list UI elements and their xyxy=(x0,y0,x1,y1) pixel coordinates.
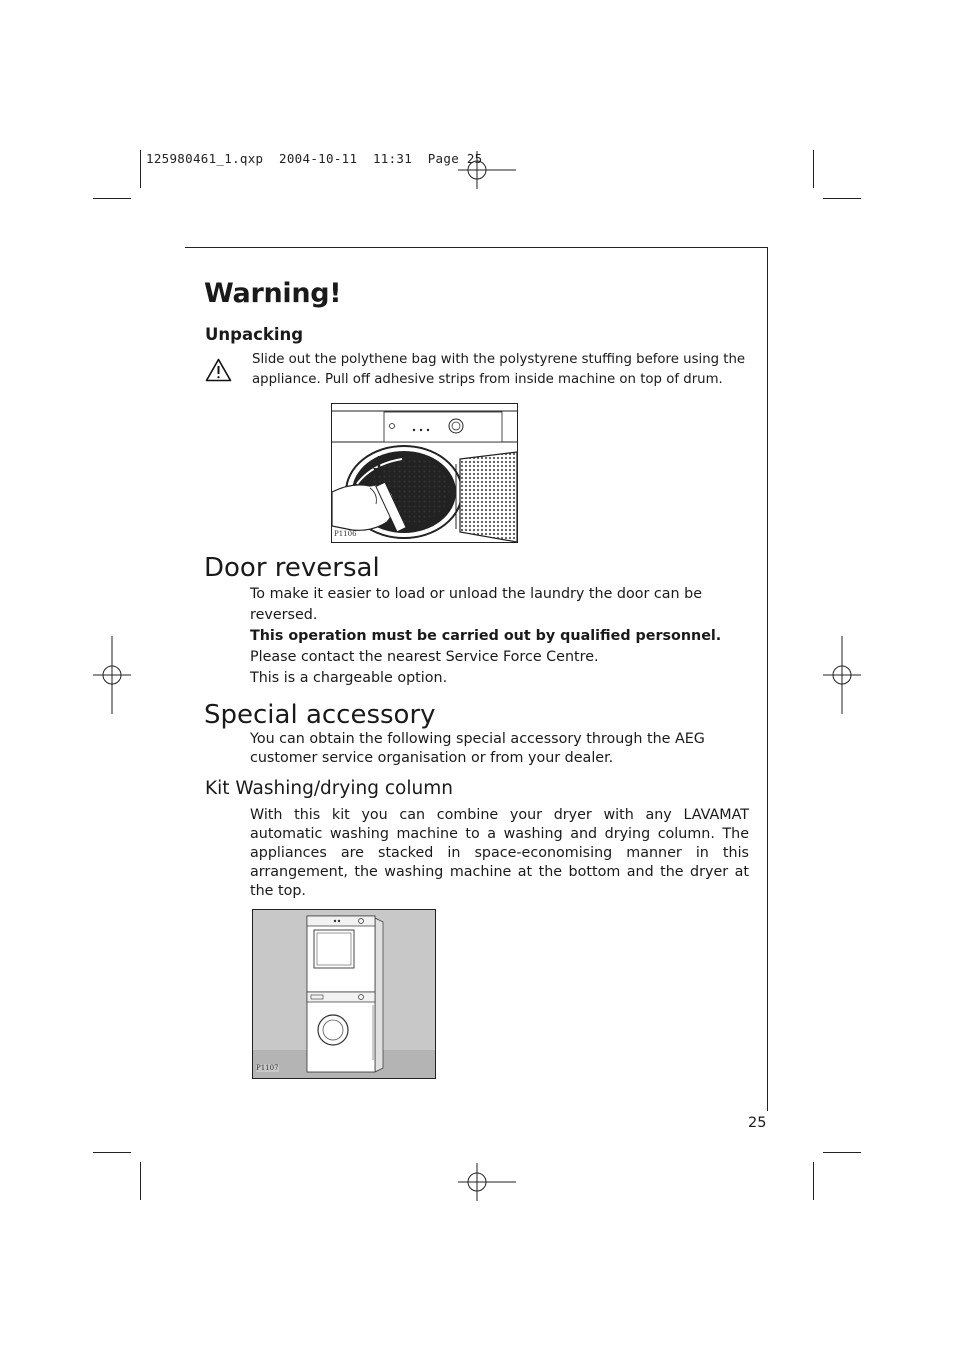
dryer-drum-illustration xyxy=(331,403,518,543)
printer-slug: 125980461_1.qxp 2004-10-11 11:31 Page 25 xyxy=(146,151,483,166)
kit-heading: Kit Washing/drying column xyxy=(205,778,453,799)
unpacking-subheading: Unpacking xyxy=(205,325,304,344)
crop-mark xyxy=(813,1162,814,1200)
crop-mark xyxy=(823,198,861,199)
warning-triangle-icon xyxy=(205,358,232,382)
crop-mark xyxy=(140,1162,141,1200)
registration-mark-icon xyxy=(93,636,131,714)
door-reversal-heading: Door reversal xyxy=(204,553,380,583)
door-reversal-notice: This operation must be carried out by qualified personnel. xyxy=(250,628,722,644)
frame-top-rule xyxy=(185,247,768,248)
warning-text: Slide out the polythene bag with the polystyrene stuffing before using the appliance. Pull off adhesive strips from inside machine on top of drum. xyxy=(252,352,746,387)
figure-label: P1107 xyxy=(256,1064,279,1072)
washing-drying-column-illustration xyxy=(252,909,436,1079)
crop-mark xyxy=(93,198,131,199)
special-accessory-text: You can obtain the following special accessory through the AEG customer service organisation or from your dealer. xyxy=(250,731,705,766)
crop-mark xyxy=(93,1152,131,1153)
warning-heading: Warning! xyxy=(204,278,342,309)
frame-right-rule xyxy=(767,247,768,1111)
door-reversal-text: To make it easier to load or unload the laundry the door can be reversed. xyxy=(250,586,703,623)
registration-mark-icon xyxy=(458,151,516,189)
registration-mark-icon xyxy=(823,636,861,714)
special-accessory-heading: Special accessory xyxy=(204,700,436,730)
kit-text: With this kit you can combine your dryer with any LAVAMAT automatic washing machine to a washing and drying column. The appliances are stacked in space-economising manner in this arrangement, the washing machine at the bottom and the dryer at the top. xyxy=(250,807,749,899)
door-reversal-charge: This is a chargeable option. xyxy=(250,670,448,686)
door-reversal-contact: Please contact the nearest Service Force Centre. xyxy=(250,649,599,665)
crop-mark xyxy=(140,150,141,188)
registration-mark-icon xyxy=(458,1163,516,1201)
crop-mark xyxy=(813,150,814,188)
figure-label: P1106 xyxy=(334,530,357,538)
page-number: 25 xyxy=(748,1115,767,1131)
crop-mark xyxy=(823,1152,861,1153)
